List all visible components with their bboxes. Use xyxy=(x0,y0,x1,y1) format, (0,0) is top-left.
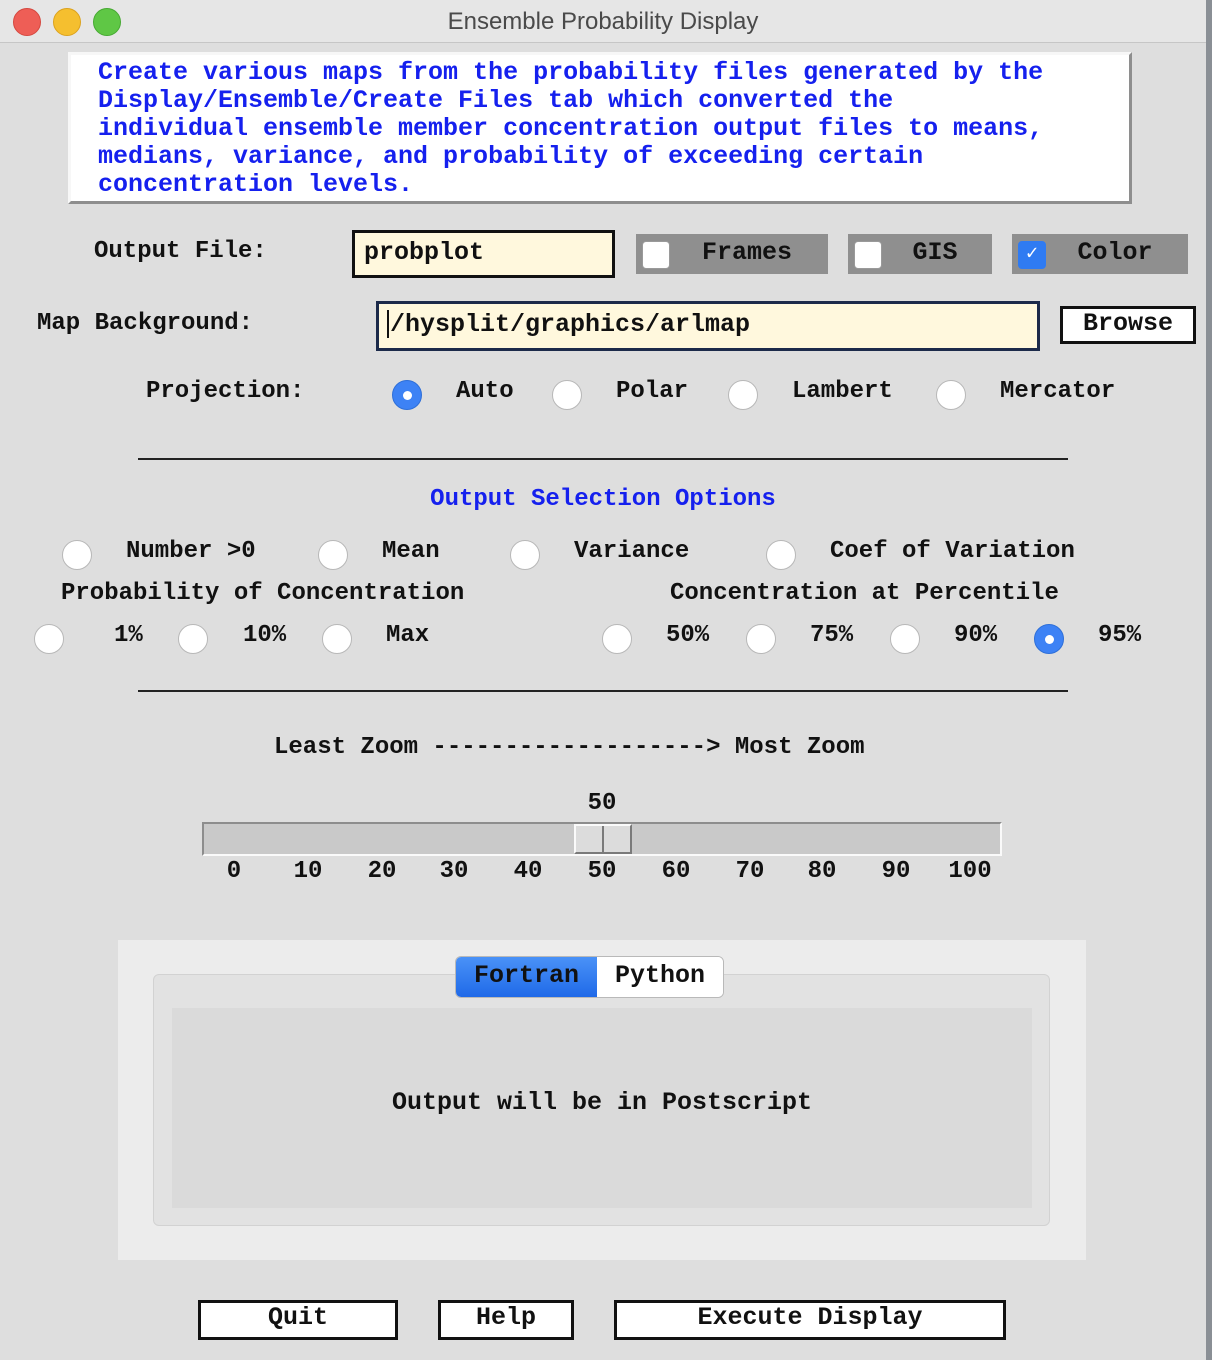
zoom-tick: 100 xyxy=(948,858,992,885)
prob-max-radio[interactable] xyxy=(322,624,352,654)
description-box xyxy=(68,52,1132,204)
gis-label: GIS xyxy=(912,238,958,267)
variance-radio[interactable] xyxy=(510,540,540,570)
output-selection-heading: Output Selection Options xyxy=(430,486,776,513)
projection-polar-radio[interactable] xyxy=(552,380,582,410)
prob-1pct-radio[interactable] xyxy=(34,624,64,654)
prob-10pct-radio[interactable] xyxy=(178,624,208,654)
prob-max-label: Max xyxy=(386,622,430,649)
separator-top xyxy=(138,458,1068,460)
description-line: individual ensemble member concentration output files to means, xyxy=(98,114,1044,143)
projection-mercator-label: Mercator xyxy=(1000,378,1116,405)
mean-radio[interactable] xyxy=(318,540,348,570)
tab-fortran[interactable]: Fortran xyxy=(456,957,597,997)
pct-90-label: 90% xyxy=(954,622,998,649)
help-button[interactable]: Help xyxy=(438,1300,574,1340)
zoom-tick: 50 xyxy=(587,858,617,885)
projection-mercator-radio[interactable] xyxy=(936,380,966,410)
zoom-tick: 70 xyxy=(735,858,765,885)
prob-1pct-label: 1% xyxy=(114,622,143,649)
variance-label: Variance xyxy=(574,538,690,565)
zoom-slider-thumb[interactable] xyxy=(574,824,632,854)
probability-heading: Probability of Concentration xyxy=(61,580,465,607)
zoom-tick: 40 xyxy=(513,858,543,885)
description-line: medians, variance, and probability of exceeding certain xyxy=(98,142,924,171)
tab-panel xyxy=(153,974,1050,1226)
description-line: Create various maps from the probability files generated by the xyxy=(98,58,1044,87)
color-label: Color xyxy=(1077,238,1153,267)
map-background-input[interactable] xyxy=(376,301,1040,351)
coef-variation-label: Coef of Variation xyxy=(830,538,1075,565)
zoom-tick: 60 xyxy=(661,858,691,885)
percentile-heading: Concentration at Percentile xyxy=(670,580,1059,607)
pct-95-radio[interactable] xyxy=(1034,624,1064,654)
browse-button[interactable]: Browse xyxy=(1060,306,1196,344)
map-background-value: /hysplit/graphics/arlmap xyxy=(390,310,751,339)
output-file-input[interactable]: probplot xyxy=(352,230,615,278)
number-gt0-radio[interactable] xyxy=(62,540,92,570)
projection-auto-radio[interactable] xyxy=(392,380,422,410)
zoom-tick: 0 xyxy=(226,858,242,885)
pct-50-radio[interactable] xyxy=(602,624,632,654)
frames-checkbox[interactable] xyxy=(636,234,828,274)
pct-90-radio[interactable] xyxy=(890,624,920,654)
prob-10pct-label: 10% xyxy=(243,622,287,649)
desktop-background-strip xyxy=(1206,0,1212,1360)
checkmark-icon[interactable]: ✓ xyxy=(1018,241,1046,269)
description-line: Display/Ensemble/Create Files tab which converted the xyxy=(98,86,894,115)
coef-variation-radio[interactable] xyxy=(766,540,796,570)
quit-button[interactable]: Quit xyxy=(198,1300,398,1340)
tab-bar xyxy=(455,956,724,998)
postscript-message: Output will be in Postscript xyxy=(391,1088,813,1117)
zoom-tick: 90 xyxy=(881,858,911,885)
output-file-label: Output File: xyxy=(94,238,267,265)
zoom-tick: 30 xyxy=(439,858,469,885)
description-text xyxy=(98,59,1128,199)
separator-bottom xyxy=(138,690,1068,692)
tab-content xyxy=(172,1008,1032,1208)
zoom-value: 50 xyxy=(587,790,617,817)
projection-lambert-label: Lambert xyxy=(792,378,893,405)
number-gt0-label: Number >0 xyxy=(126,538,256,565)
projection-label: Projection: xyxy=(146,378,305,405)
zoom-tick: 80 xyxy=(807,858,837,885)
zoom-label: Least Zoom -------------------> Most Zoom xyxy=(274,734,865,761)
window-title: Ensemble Probability Display xyxy=(447,8,759,35)
pct-75-label: 75% xyxy=(810,622,854,649)
execute-display-button[interactable]: Execute Display xyxy=(614,1300,1006,1340)
pct-95-label: 95% xyxy=(1098,622,1142,649)
pct-75-radio[interactable] xyxy=(746,624,776,654)
title-bar xyxy=(0,0,1206,43)
color-checkbox[interactable] xyxy=(1012,234,1188,274)
zoom-tick: 10 xyxy=(293,858,323,885)
projection-lambert-radio[interactable] xyxy=(728,380,758,410)
plot-engine-area xyxy=(118,940,1086,1260)
frames-label: Frames xyxy=(701,238,792,267)
text-cursor xyxy=(387,310,389,338)
description-line: concentration levels. xyxy=(98,170,414,199)
gis-checkbox[interactable] xyxy=(848,234,992,274)
projection-polar-label: Polar xyxy=(616,378,689,405)
tab-python[interactable]: Python xyxy=(597,957,723,997)
zoom-slider[interactable] xyxy=(202,822,1002,856)
map-background-label: Map Background: xyxy=(37,310,254,337)
pct-50-label: 50% xyxy=(666,622,710,649)
mean-label: Mean xyxy=(382,538,440,565)
zoom-tick: 20 xyxy=(367,858,397,885)
projection-auto-label: Auto xyxy=(456,378,514,405)
